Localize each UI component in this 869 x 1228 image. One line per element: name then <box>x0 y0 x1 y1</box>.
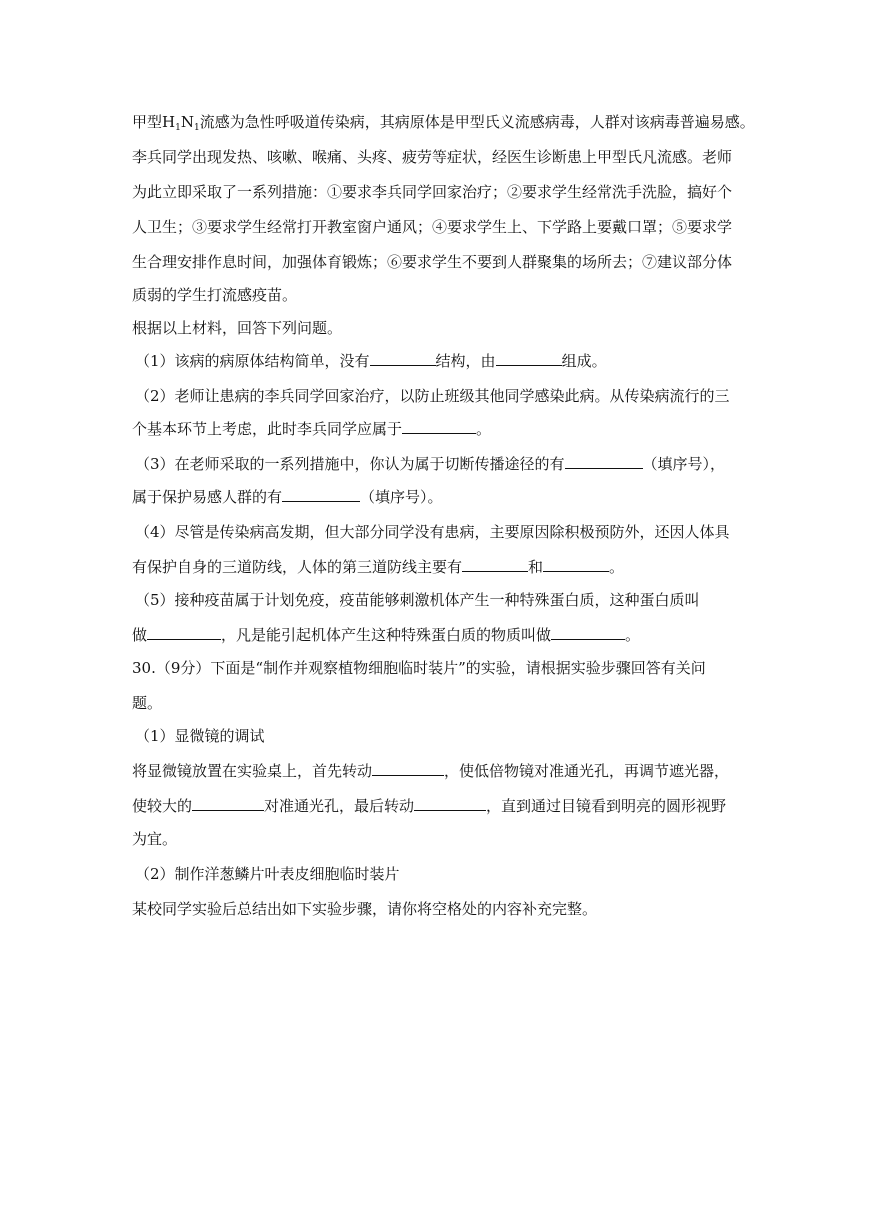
text: 。 <box>476 420 492 438</box>
question-4: （4）尽管是传染病高发期，但大部分同学没有患病，主要原因除积极预防外，还因人体具 <box>135 523 730 541</box>
text: 个基本环节上考虑，此时李兵同学应属于 <box>132 420 403 438</box>
text: 甲型 <box>132 113 163 131</box>
text: （3）在老师采取的一系列措施中，你认为属于切断传播途径的有 <box>135 455 565 473</box>
text: 做 <box>132 626 148 644</box>
question-5: （5）接种疫苗属于计划免疫，疫苗能够刺激机体产生一种特殊蛋白质，这种蛋白质叫 <box>135 591 700 609</box>
text: H <box>162 113 176 131</box>
text: 使较大的 <box>132 797 193 815</box>
text: 流感为急性呼吸道传染病，其病原体是甲型氏义流感病毒，人群对该病毒普遍易感。 <box>199 113 755 131</box>
text: （1）该病的病原体结构简单，没有 <box>135 352 370 370</box>
text: ，凡是能引起机体产生这种特殊蛋白质的物质叫做 <box>221 626 552 644</box>
answer-blank[interactable] <box>543 557 609 572</box>
paragraph-line: 人卫生；③要求学生经常打开教室窗户通风；④要求学生上、下学路上要戴口罩；⑤要求学 <box>132 218 733 236</box>
paragraph-line <box>132 112 755 138</box>
text: 将显微镜放置在实验桌上，首先转动 <box>132 762 373 780</box>
text: 有保护自身的三道防线，人体的第三道防线主要有 <box>132 558 463 576</box>
question-4-cont <box>132 557 624 577</box>
step-2-heading: （2）制作洋葱鳞片叶表皮细胞临时装片 <box>135 865 400 883</box>
answer-blank[interactable] <box>282 487 360 502</box>
question-30: 30.（9分）下面是“制作并观察植物细胞临时装片”的实验，请根据实验步骤回答有关问 <box>132 659 706 677</box>
question-3-cont <box>132 487 443 507</box>
answer-blank[interactable] <box>192 796 264 811</box>
paragraph-line: 根据以上材料，回答下列问题。 <box>132 319 343 337</box>
question-5-cont <box>132 625 640 645</box>
text: 。 <box>609 558 625 576</box>
answer-blank[interactable] <box>147 625 221 640</box>
paragraph-line: 为此立即采取了一系列措施：①要求李兵同学回家治疗；②要求学生经常洗手洗脸，搞好个 <box>132 183 733 201</box>
question-2-cont <box>132 419 491 439</box>
text: 组成。 <box>561 352 607 370</box>
text: 对准通光孔，最后转动 <box>264 797 415 815</box>
text: N <box>180 113 194 131</box>
text: 属于保护易感人群的有 <box>132 488 283 506</box>
question-2: （2）老师让患病的李兵同学回家治疗，以防止班级其他同学感染此病。从传染病流行的三 <box>135 387 730 405</box>
subscript: 1 <box>193 123 200 133</box>
text: 和 <box>528 558 544 576</box>
paragraph-line: 生合理安排作息时间，加强体育锻炼；⑥要求学生不要到人群聚集的场所去；⑦建议部分体 <box>132 253 733 271</box>
question-30-cont: 题。 <box>132 694 163 712</box>
paragraph-line: 李兵同学出现发热、咳嗽、喉痛、头疼、疲劳等症状，经医生诊断患上甲型氏凡流感。老师 <box>132 148 733 166</box>
answer-blank[interactable] <box>370 351 436 366</box>
text: ，使低倍物镜对准通光孔，再调节遮光器， <box>444 762 730 780</box>
text: 结构，由 <box>435 352 496 370</box>
step-1-text: 为宜。 <box>132 830 178 848</box>
answer-blank[interactable] <box>414 796 486 811</box>
subscript: 1 <box>175 123 181 133</box>
answer-blank[interactable] <box>551 625 625 640</box>
question-3 <box>135 454 725 474</box>
answer-blank[interactable] <box>402 419 476 434</box>
question-1 <box>135 351 607 371</box>
answer-blank[interactable] <box>462 557 528 572</box>
text: ，直到通过目镜看到明亮的圆形视野 <box>486 797 727 815</box>
text: 。 <box>625 626 641 644</box>
answer-blank[interactable] <box>565 454 643 469</box>
step-1-text <box>132 796 726 816</box>
step-1-text <box>132 761 729 781</box>
text: （填序号）， <box>642 455 726 473</box>
text: （填序号）。 <box>360 488 443 506</box>
step-2-text: 某校同学实验后总结出如下实验步骤，请你将空格处的内容补充完整。 <box>132 900 598 918</box>
step-1-heading: （1）显微镜的调试 <box>135 727 265 745</box>
answer-blank[interactable] <box>496 351 562 366</box>
paragraph-line: 质弱的学生打流感疫苗。 <box>132 286 298 304</box>
answer-blank[interactable] <box>372 761 444 776</box>
